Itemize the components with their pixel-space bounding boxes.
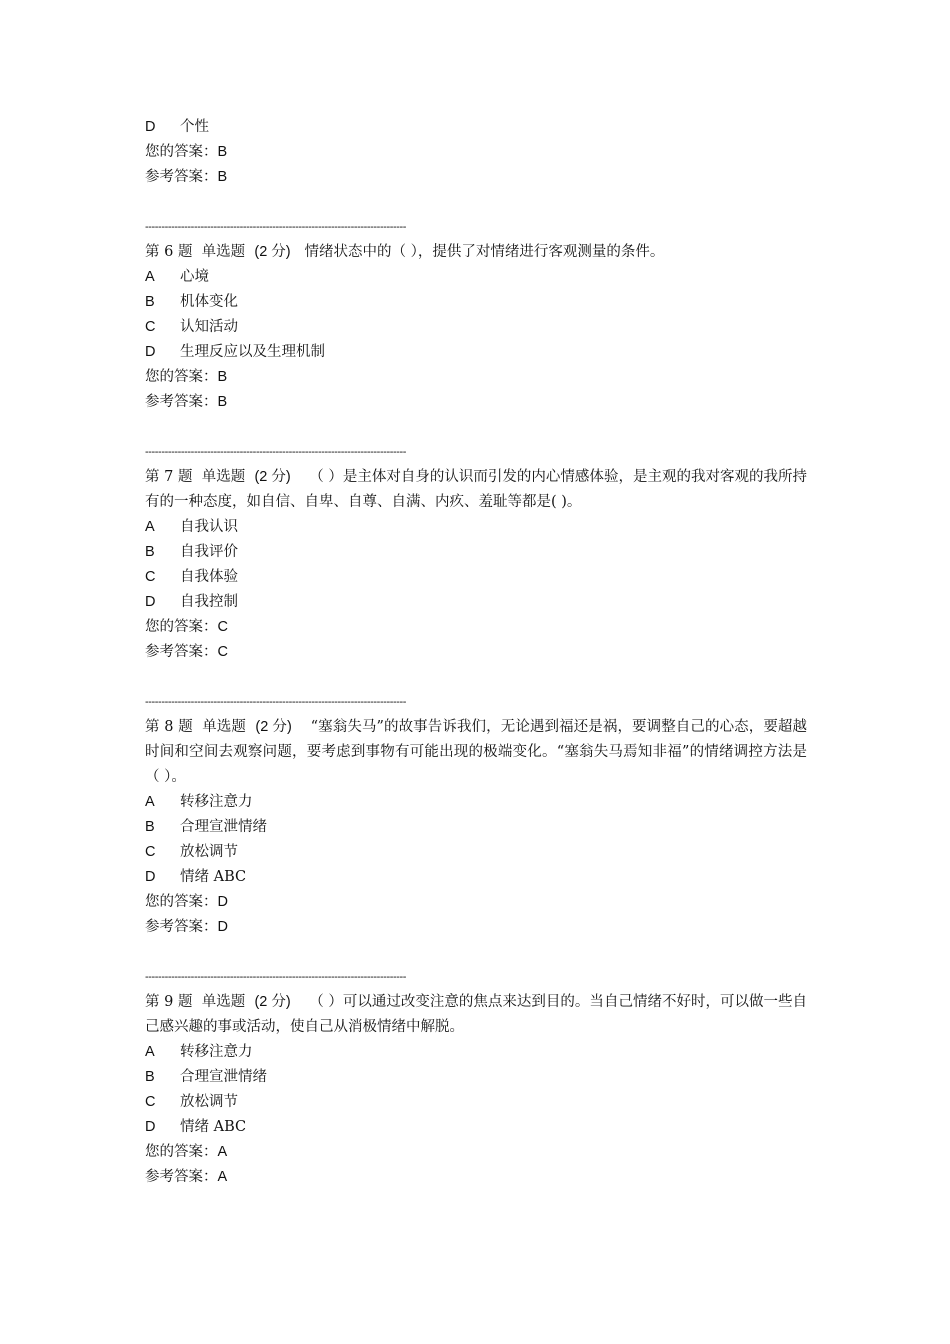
option-text: 转移注意力 [180, 1044, 253, 1060]
spacer [145, 415, 815, 440]
option-letter: D [145, 1119, 156, 1135]
question-number: 第 9 题 [145, 994, 193, 1010]
option-text: 心境 [180, 269, 209, 285]
divider-line: -------------------------------------------------------------------------------- [145, 971, 407, 983]
spacer [145, 940, 815, 965]
option-row [145, 840, 815, 865]
option-letter: C [145, 569, 156, 585]
document-page [145, 115, 815, 1190]
option-text: 情绪 ABC [180, 1119, 247, 1135]
question-score: (2 分) [254, 244, 291, 260]
option-letter: A [145, 1044, 155, 1060]
option-row [145, 565, 815, 590]
option-text: 生理反应以及生理机制 [180, 344, 325, 360]
option-row [145, 790, 815, 815]
question-score: (2 分) [254, 469, 291, 485]
option-text: 自我评价 [180, 544, 238, 560]
reference-answer: 参考答案：B [145, 394, 228, 410]
option-row [145, 115, 815, 140]
option-letter: B [145, 544, 155, 560]
option-text: 认知活动 [180, 319, 238, 335]
question-stem [145, 465, 807, 515]
option-text: 情绪 ABC [180, 869, 247, 885]
reference-answer: 参考答案：C [145, 644, 228, 660]
option-letter: A [145, 519, 155, 535]
question-text: “塞翁失马”的故事告诉我们，无论遇到福还是祸，要调整自己的心态，要超越时间和空间去观察问题，要考虑到事物有可能出现的极端变化。“塞翁失马焉知非福”的情绪调控方法是（ ）。 [145, 719, 808, 785]
question-type: 单选题 [202, 719, 246, 735]
reference-answer: 参考答案：B [145, 169, 228, 185]
question-stem [145, 240, 807, 265]
option-letter: C [145, 319, 156, 335]
question-number: 第 8 题 [145, 719, 193, 735]
option-letter: B [145, 819, 155, 835]
your-answer: 您的答案：C [145, 619, 228, 635]
option-row [145, 1065, 815, 1090]
option-row [145, 290, 815, 315]
option-letter: A [145, 269, 155, 285]
option-letter: D [145, 119, 156, 135]
your-answer: 您的答案：D [145, 894, 228, 910]
question-text: （ ）是主体对自身的认识而引发的内心情感体验，是主观的我对客观的我所持有的一种态度，如自信、自卑、自尊、自满、内疚、羞耻等都是( )。 [145, 469, 808, 510]
reference-answer: 参考答案：A [145, 1169, 228, 1185]
your-answer: 您的答案：B [145, 369, 228, 385]
question-number: 第 7 题 [145, 469, 193, 485]
question-type: 单选题 [201, 994, 246, 1010]
divider-line: -------------------------------------------------------------------------------- [145, 221, 407, 233]
option-text: 个性 [180, 119, 209, 135]
option-text: 机体变化 [180, 294, 238, 310]
option-row [145, 1040, 815, 1065]
option-text: 自我控制 [180, 594, 238, 610]
question-score: (2 分) [255, 719, 292, 735]
question-number: 第 6 题 [145, 244, 193, 260]
option-text: 放松调节 [180, 844, 238, 860]
option-row [145, 315, 815, 340]
option-text: 合理宣泄情绪 [180, 1069, 267, 1085]
question-text: 情绪状态中的（ ），提供了对情绪进行客观测量的条件。 [304, 244, 665, 260]
option-row [145, 540, 815, 565]
option-row [145, 265, 815, 290]
option-letter: C [145, 844, 156, 860]
option-row [145, 340, 815, 365]
option-row [145, 515, 815, 540]
option-letter: B [145, 294, 155, 310]
option-row [145, 1115, 815, 1140]
option-text: 放松调节 [180, 1094, 238, 1110]
question-score: (2 分) [254, 994, 291, 1010]
question-text: （ ）可以通过改变注意的焦点来达到目的。当自己情绪不好时，可以做一些自己感兴趣的事或活动，使自己从消极情绪中解脱。 [145, 994, 808, 1035]
option-letter: A [145, 794, 155, 810]
option-row [145, 590, 815, 615]
option-row [145, 1090, 815, 1115]
option-letter: D [145, 869, 156, 885]
question-stem [145, 990, 807, 1040]
divider-line: -------------------------------------------------------------------------------- [145, 696, 407, 708]
question-type: 单选题 [201, 469, 246, 485]
option-text: 自我体验 [180, 569, 238, 585]
option-letter: C [145, 1094, 156, 1110]
option-text: 转移注意力 [180, 794, 253, 810]
reference-answer: 参考答案：D [145, 919, 228, 935]
your-answer: 您的答案：B [145, 144, 228, 160]
question-type: 单选题 [201, 244, 246, 260]
option-text: 自我认识 [180, 519, 238, 535]
spacer [145, 665, 815, 690]
option-row [145, 865, 815, 890]
option-text: 合理宣泄情绪 [180, 819, 267, 835]
divider-line: -------------------------------------------------------------------------------- [145, 446, 407, 458]
your-answer: 您的答案：A [145, 1144, 228, 1160]
option-letter: D [145, 344, 156, 360]
spacer [145, 190, 815, 215]
option-letter: B [145, 1069, 155, 1085]
option-row [145, 815, 815, 840]
option-letter: D [145, 594, 156, 610]
question-stem [145, 715, 807, 790]
